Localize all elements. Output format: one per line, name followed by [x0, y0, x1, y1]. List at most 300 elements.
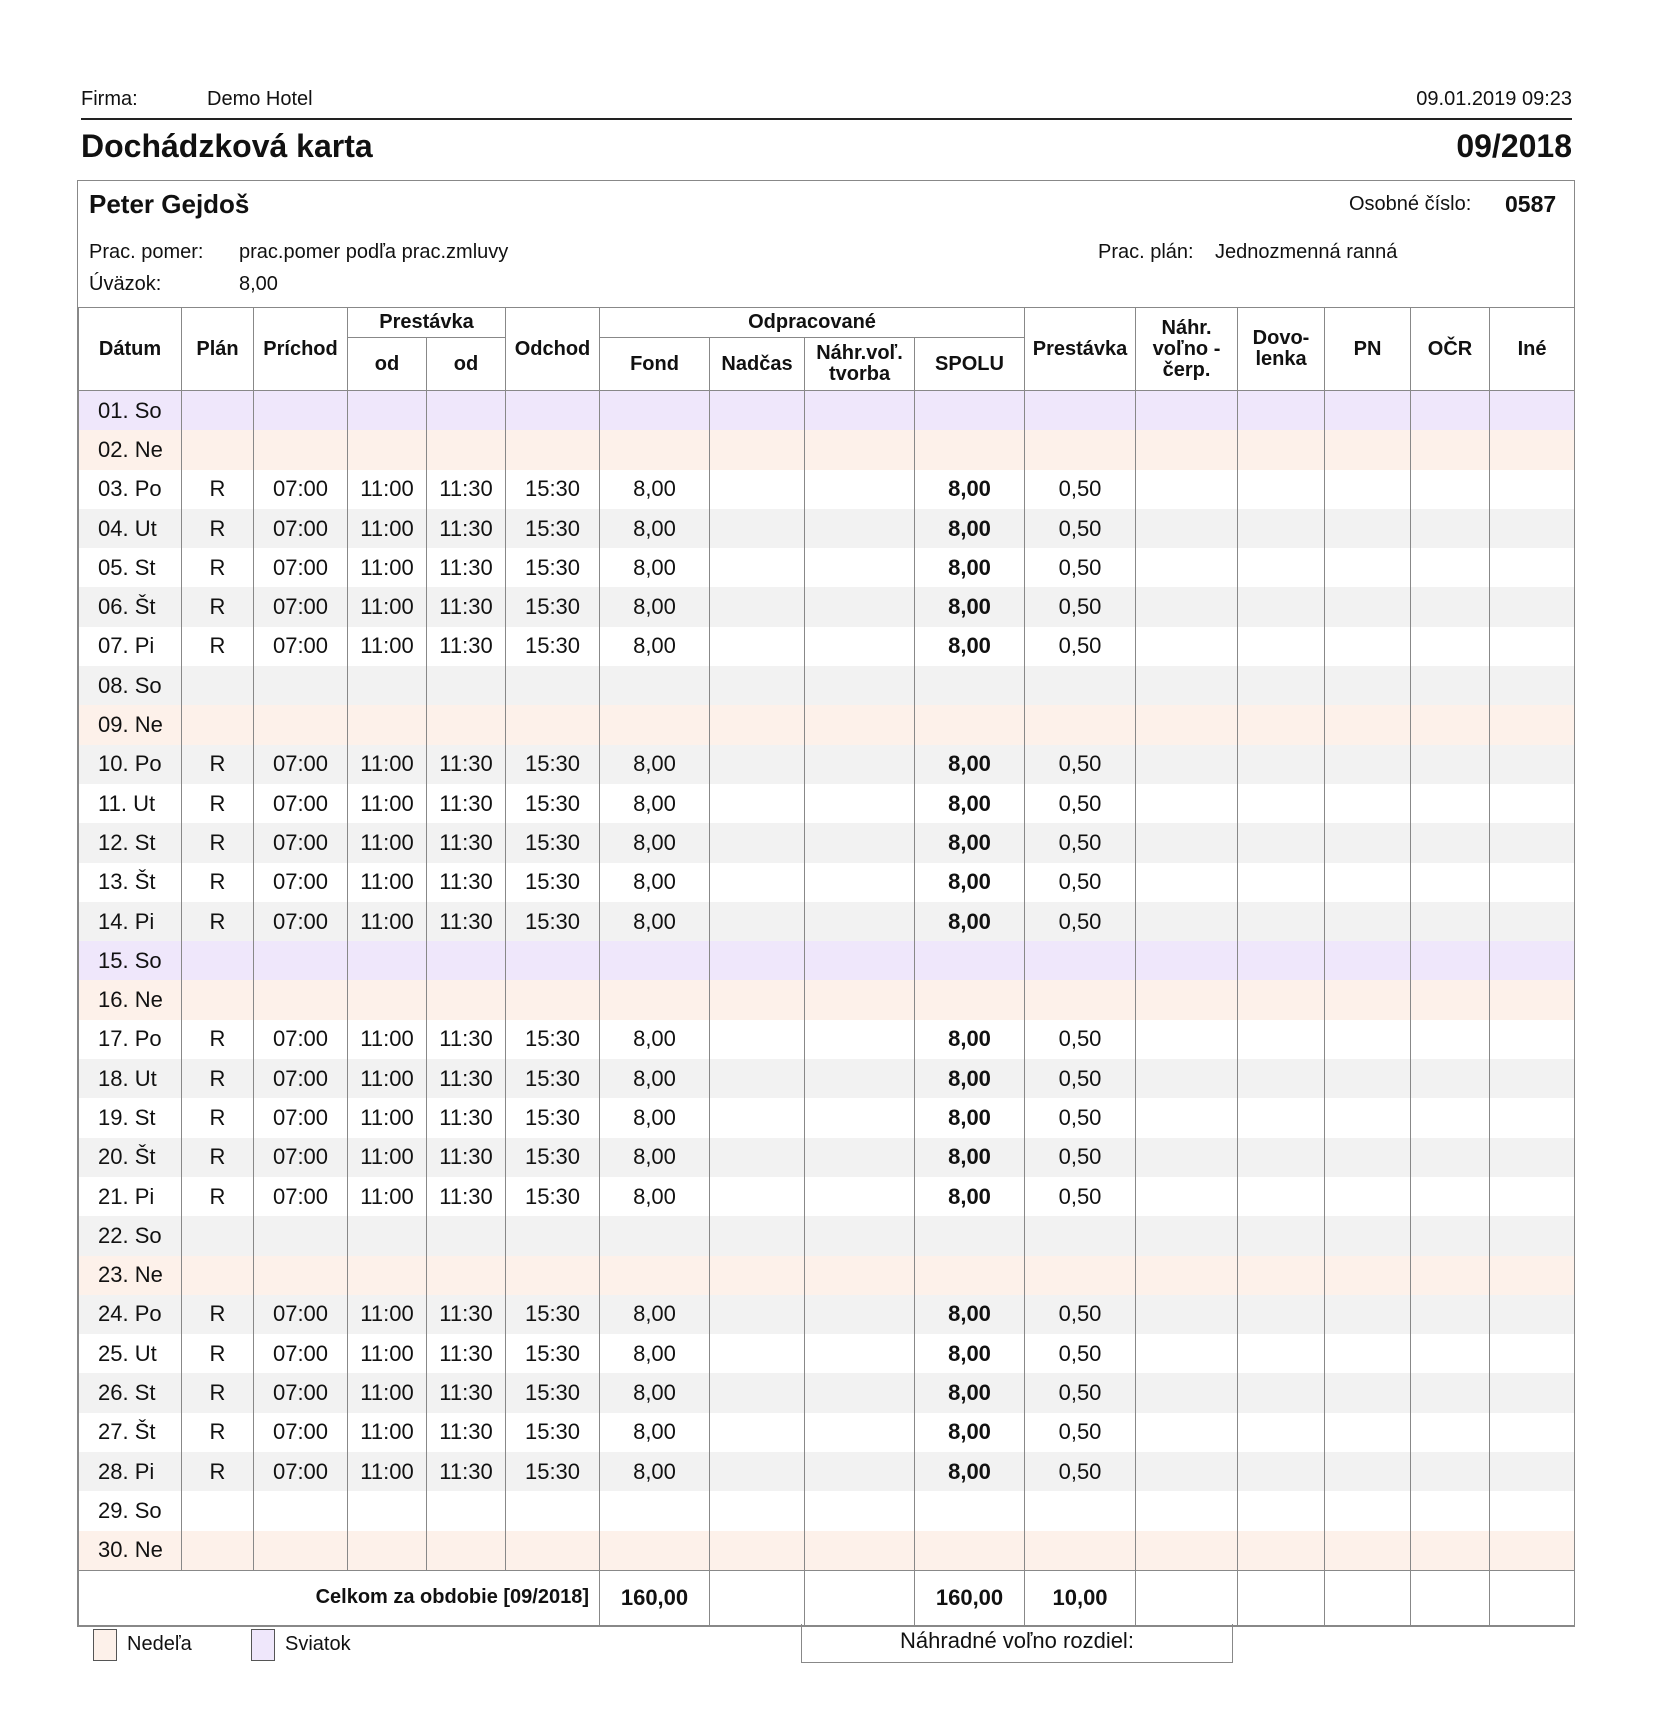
cell-prestavka — [1025, 1216, 1136, 1255]
document-period: 09/2018 — [1456, 128, 1572, 164]
cell-nahr-vol-tvorba — [805, 745, 915, 784]
cell-nahr-vol-tvorba — [805, 863, 915, 902]
cell-prestavka: 0,50 — [1025, 470, 1136, 509]
cell-break-from — [348, 1531, 427, 1571]
cell-nadcas — [710, 1138, 805, 1177]
table-row — [79, 1491, 1575, 1530]
cell-nahr-volno — [1136, 705, 1238, 744]
cell-break-from: 11:00 — [348, 902, 427, 941]
cell-break-to: 11:30 — [427, 470, 506, 509]
cell-nahr-vol-tvorba — [805, 1059, 915, 1098]
col-dovolenka-line2: lenka — [1255, 348, 1307, 370]
cell-date: 16. Ne — [79, 980, 182, 1019]
cell-ocr — [1411, 587, 1490, 626]
cell-plan: R — [182, 863, 254, 902]
col-dovolenka-line1: Dovo- — [1252, 327, 1310, 349]
cell-nahr-vol-tvorba — [805, 627, 915, 666]
cell-prestavka: 0,50 — [1025, 1452, 1136, 1491]
totals-pn — [1325, 1570, 1411, 1625]
cell-spolu: 8,00 — [915, 509, 1025, 548]
table-row — [79, 1531, 1575, 1571]
cell-spolu: 8,00 — [915, 823, 1025, 862]
cell-departure: 15:30 — [506, 1452, 600, 1491]
cell-date: 15. So — [79, 941, 182, 980]
cell-pn — [1325, 1216, 1411, 1255]
cell-departure: 15:30 — [506, 1334, 600, 1373]
cell-break-to — [427, 980, 506, 1019]
cell-nahr-volno — [1136, 745, 1238, 784]
cell-break-to: 11:30 — [427, 863, 506, 902]
cell-ocr — [1411, 1334, 1490, 1373]
cell-ine — [1490, 587, 1575, 626]
cell-fond: 8,00 — [600, 1295, 710, 1334]
cell-pn — [1325, 391, 1411, 431]
cell-break-to: 11:30 — [427, 1098, 506, 1137]
cell-pn — [1325, 1256, 1411, 1295]
cell-prestavka — [1025, 980, 1136, 1019]
cell-nadcas — [710, 902, 805, 941]
cell-spolu — [915, 705, 1025, 744]
col-nahr-volno — [1136, 308, 1238, 391]
cell-prestavka: 0,50 — [1025, 509, 1136, 548]
table-row — [79, 941, 1575, 980]
cell-departure: 15:30 — [506, 823, 600, 862]
cell-break-from — [348, 1216, 427, 1255]
cell-departure: 15:30 — [506, 902, 600, 941]
cell-break-to — [427, 430, 506, 469]
cell-spolu: 8,00 — [915, 863, 1025, 902]
table-body — [79, 391, 1575, 1571]
legend-sunday-swatch — [93, 1629, 117, 1661]
cell-break-from: 11:00 — [348, 1059, 427, 1098]
cell-fond — [600, 391, 710, 431]
cell-break-from: 11:00 — [348, 1334, 427, 1373]
cell-break-to — [427, 1531, 506, 1571]
cell-ine — [1490, 509, 1575, 548]
cell-ine — [1490, 391, 1575, 431]
cell-prestavka — [1025, 391, 1136, 431]
cell-nahr-vol-tvorba — [805, 784, 915, 823]
cell-pn — [1325, 1059, 1411, 1098]
table-row — [79, 1413, 1575, 1452]
cell-arrival: 07:00 — [254, 823, 348, 862]
cell-fond: 8,00 — [600, 1452, 710, 1491]
cell-break-to: 11:30 — [427, 587, 506, 626]
cell-nadcas — [710, 548, 805, 587]
cell-nahr-vol-tvorba — [805, 1138, 915, 1177]
cell-pn — [1325, 1020, 1411, 1059]
cell-dovolenka — [1238, 784, 1325, 823]
cell-nadcas — [710, 1177, 805, 1216]
cell-pn — [1325, 1295, 1411, 1334]
col-pn: PN — [1325, 308, 1411, 391]
cell-date: 03. Po — [79, 470, 182, 509]
cell-date: 21. Pi — [79, 1177, 182, 1216]
workload-label: Úväzok: — [89, 273, 162, 295]
cell-nahr-volno — [1136, 1334, 1238, 1373]
cell-plan — [182, 1531, 254, 1571]
cell-nahr-volno — [1136, 666, 1238, 705]
cell-prestavka — [1025, 705, 1136, 744]
table-row — [79, 1098, 1575, 1137]
cell-break-to: 11:30 — [427, 1373, 506, 1412]
cell-ocr — [1411, 1295, 1490, 1334]
cell-ocr — [1411, 784, 1490, 823]
col-ine: Iné — [1490, 308, 1575, 391]
cell-spolu — [915, 1216, 1025, 1255]
cell-break-to: 11:30 — [427, 1413, 506, 1452]
cell-ocr — [1411, 509, 1490, 548]
cell-ine — [1490, 1491, 1575, 1530]
cell-nahr-vol-tvorba — [805, 1098, 915, 1137]
cell-break-from — [348, 941, 427, 980]
cell-pn — [1325, 1413, 1411, 1452]
cell-departure — [506, 430, 600, 469]
cell-nahr-vol-tvorba — [805, 548, 915, 587]
cell-break-from — [348, 430, 427, 469]
table-row — [79, 548, 1575, 587]
cell-date: 23. Ne — [79, 1256, 182, 1295]
totals-nadcas — [710, 1570, 805, 1625]
cell-date: 09. Ne — [79, 705, 182, 744]
cell-pn — [1325, 1138, 1411, 1177]
cell-departure: 15:30 — [506, 587, 600, 626]
cell-arrival — [254, 430, 348, 469]
cell-nadcas — [710, 1295, 805, 1334]
cell-dovolenka — [1238, 823, 1325, 862]
cell-nahr-volno — [1136, 430, 1238, 469]
cell-date: 13. Št — [79, 863, 182, 902]
cell-departure: 15:30 — [506, 627, 600, 666]
cell-nahr-vol-tvorba — [805, 430, 915, 469]
cell-arrival: 07:00 — [254, 1334, 348, 1373]
cell-date: 19. St — [79, 1098, 182, 1137]
cell-nadcas — [710, 391, 805, 431]
cell-ocr — [1411, 745, 1490, 784]
cell-fond: 8,00 — [600, 1098, 710, 1137]
cell-nadcas — [710, 1413, 805, 1452]
cell-fond: 8,00 — [600, 902, 710, 941]
cell-nadcas — [710, 1373, 805, 1412]
cell-nadcas — [710, 1531, 805, 1571]
attendance-table — [78, 307, 1575, 1626]
cell-break-to: 11:30 — [427, 1452, 506, 1491]
cell-nadcas — [710, 941, 805, 980]
cell-break-from: 11:00 — [348, 784, 427, 823]
cell-spolu: 8,00 — [915, 902, 1025, 941]
cell-dovolenka — [1238, 1098, 1325, 1137]
cell-spolu: 8,00 — [915, 1020, 1025, 1059]
col-nahr-vol-tvorba-line1: Náhr.voľ. — [816, 342, 903, 364]
cell-plan: R — [182, 1098, 254, 1137]
cell-pn — [1325, 1491, 1411, 1530]
cell-nahr-vol-tvorba — [805, 902, 915, 941]
totals-dovolenka — [1238, 1570, 1325, 1625]
cell-ine — [1490, 745, 1575, 784]
cell-fond — [600, 941, 710, 980]
cell-break-to: 11:30 — [427, 745, 506, 784]
cell-dovolenka — [1238, 391, 1325, 431]
cell-arrival: 07:00 — [254, 745, 348, 784]
cell-departure: 15:30 — [506, 745, 600, 784]
cell-break-to: 11:30 — [427, 1138, 506, 1177]
table-row — [79, 823, 1575, 862]
cell-ocr — [1411, 430, 1490, 469]
cell-spolu: 8,00 — [915, 587, 1025, 626]
cell-arrival — [254, 705, 348, 744]
cell-nadcas — [710, 1020, 805, 1059]
cell-prestavka — [1025, 430, 1136, 469]
col-nahr-volno-line3: čerp. — [1162, 358, 1211, 381]
cell-fond: 8,00 — [600, 509, 710, 548]
col-nahr-volno-line1: Náhr. — [1161, 316, 1212, 339]
cell-spolu: 8,00 — [915, 1177, 1025, 1216]
cell-nahr-volno — [1136, 1020, 1238, 1059]
cell-fond: 8,00 — [600, 745, 710, 784]
cell-spolu: 8,00 — [915, 1098, 1025, 1137]
cell-pn — [1325, 548, 1411, 587]
table-row — [79, 430, 1575, 469]
cell-nadcas — [710, 470, 805, 509]
table-row — [79, 587, 1575, 626]
cell-fond: 8,00 — [600, 470, 710, 509]
cell-break-from: 11:00 — [348, 587, 427, 626]
cell-break-to: 11:30 — [427, 902, 506, 941]
cell-prestavka — [1025, 666, 1136, 705]
cell-prestavka: 0,50 — [1025, 784, 1136, 823]
cell-nahr-volno — [1136, 509, 1238, 548]
cell-fond: 8,00 — [600, 1373, 710, 1412]
cell-departure: 15:30 — [506, 1177, 600, 1216]
cell-date: 20. Št — [79, 1138, 182, 1177]
cell-break-from: 11:00 — [348, 745, 427, 784]
cell-ine — [1490, 1413, 1575, 1452]
cell-departure: 15:30 — [506, 548, 600, 587]
cell-arrival: 07:00 — [254, 784, 348, 823]
cell-plan — [182, 1256, 254, 1295]
cell-pn — [1325, 587, 1411, 626]
cell-nahr-vol-tvorba — [805, 1452, 915, 1491]
cell-dovolenka — [1238, 1452, 1325, 1491]
cell-break-from: 11:00 — [348, 1373, 427, 1412]
cell-ocr — [1411, 1452, 1490, 1491]
cell-nahr-vol-tvorba — [805, 1531, 915, 1571]
cell-prestavka — [1025, 941, 1136, 980]
cell-arrival: 07:00 — [254, 1138, 348, 1177]
cell-departure: 15:30 — [506, 1098, 600, 1137]
cell-break-to: 11:30 — [427, 548, 506, 587]
cell-pn — [1325, 1373, 1411, 1412]
cell-plan: R — [182, 1413, 254, 1452]
cell-arrival — [254, 391, 348, 431]
cell-ocr — [1411, 1413, 1490, 1452]
cell-plan: R — [182, 1020, 254, 1059]
cell-nadcas — [710, 509, 805, 548]
cell-nahr-volno — [1136, 587, 1238, 626]
cell-prestavka: 0,50 — [1025, 1373, 1136, 1412]
table-row — [79, 784, 1575, 823]
cell-spolu: 8,00 — [915, 1295, 1025, 1334]
col-dovolenka — [1238, 308, 1325, 391]
cell-ocr — [1411, 823, 1490, 862]
cell-plan: R — [182, 1373, 254, 1412]
cell-nahr-vol-tvorba — [805, 1413, 915, 1452]
cell-dovolenka — [1238, 548, 1325, 587]
cell-fond — [600, 705, 710, 744]
cell-pn — [1325, 745, 1411, 784]
cell-dovolenka — [1238, 1138, 1325, 1177]
cell-plan — [182, 666, 254, 705]
cell-break-from — [348, 705, 427, 744]
cell-arrival: 07:00 — [254, 587, 348, 626]
work-plan-label: Prac. plán: — [1098, 241, 1194, 263]
table-footer — [79, 1570, 1575, 1625]
employment-value: prac.pomer podľa prac.zmluvy — [239, 241, 509, 263]
cell-dovolenka — [1238, 509, 1325, 548]
cell-date: 26. St — [79, 1373, 182, 1412]
cell-nahr-volno — [1136, 1452, 1238, 1491]
col-prichod: Príchod — [254, 308, 348, 391]
cell-prestavka: 0,50 — [1025, 745, 1136, 784]
cell-pn — [1325, 784, 1411, 823]
cell-spolu: 8,00 — [915, 1373, 1025, 1412]
cell-plan — [182, 705, 254, 744]
cell-ocr — [1411, 902, 1490, 941]
cell-nadcas — [710, 863, 805, 902]
table-row — [79, 705, 1575, 744]
cell-ine — [1490, 1216, 1575, 1255]
col-prestavka-od2: od — [427, 338, 506, 391]
cell-departure — [506, 1531, 600, 1571]
cell-spolu: 8,00 — [915, 745, 1025, 784]
cell-ine — [1490, 1059, 1575, 1098]
personal-number: 0587 — [1505, 191, 1557, 217]
cell-nadcas — [710, 1491, 805, 1530]
firma-label: Firma: — [81, 88, 138, 110]
cell-nahr-vol-tvorba — [805, 1256, 915, 1295]
cell-dovolenka — [1238, 1413, 1325, 1452]
cell-date: 24. Po — [79, 1295, 182, 1334]
cell-date: 18. Ut — [79, 1059, 182, 1098]
legend-holiday-swatch — [251, 1629, 275, 1661]
cell-pn — [1325, 705, 1411, 744]
table-row — [79, 1256, 1575, 1295]
cell-fond — [600, 430, 710, 469]
cell-plan — [182, 1491, 254, 1530]
cell-pn — [1325, 509, 1411, 548]
cell-pn — [1325, 666, 1411, 705]
cell-date: 25. Ut — [79, 1334, 182, 1373]
cell-nahr-vol-tvorba — [805, 823, 915, 862]
cell-prestavka: 0,50 — [1025, 1098, 1136, 1137]
cell-spolu — [915, 430, 1025, 469]
cell-spolu — [915, 941, 1025, 980]
cell-break-to — [427, 391, 506, 431]
cell-prestavka: 0,50 — [1025, 1413, 1136, 1452]
col-spolu: SPOLU — [915, 338, 1025, 391]
cell-dovolenka — [1238, 705, 1325, 744]
cell-dovolenka — [1238, 627, 1325, 666]
col-nadcas: Nadčas — [710, 338, 805, 391]
cell-plan: R — [182, 1138, 254, 1177]
col-odchod: Odchod — [506, 308, 600, 391]
cell-date: 10. Po — [79, 745, 182, 784]
cell-departure: 15:30 — [506, 1138, 600, 1177]
table-row — [79, 902, 1575, 941]
cell-prestavka: 0,50 — [1025, 1138, 1136, 1177]
cell-arrival: 07:00 — [254, 1295, 348, 1334]
cell-nadcas — [710, 1216, 805, 1255]
cell-nahr-vol-tvorba — [805, 941, 915, 980]
cell-fond — [600, 666, 710, 705]
cell-break-from: 11:00 — [348, 1098, 427, 1137]
cell-dovolenka — [1238, 863, 1325, 902]
cell-plan: R — [182, 627, 254, 666]
cell-nadcas — [710, 1452, 805, 1491]
cell-plan — [182, 1216, 254, 1255]
cell-break-to: 11:30 — [427, 1295, 506, 1334]
cell-arrival — [254, 1531, 348, 1571]
cell-nahr-vol-tvorba — [805, 1295, 915, 1334]
cell-nadcas — [710, 1334, 805, 1373]
cell-prestavka: 0,50 — [1025, 1334, 1136, 1373]
table-row — [79, 745, 1575, 784]
cell-prestavka: 0,50 — [1025, 863, 1136, 902]
cell-dovolenka — [1238, 1256, 1325, 1295]
cell-dovolenka — [1238, 1059, 1325, 1098]
cell-spolu — [915, 1531, 1025, 1571]
cell-departure — [506, 391, 600, 431]
cell-nahr-vol-tvorba — [805, 1020, 915, 1059]
print-timestamp: 09.01.2019 09:23 — [1416, 88, 1572, 110]
cell-break-from: 11:00 — [348, 1177, 427, 1216]
legend-holiday-label: Sviatok — [285, 1633, 351, 1655]
cell-ine — [1490, 902, 1575, 941]
cell-spolu: 8,00 — [915, 1138, 1025, 1177]
cell-dovolenka — [1238, 980, 1325, 1019]
cell-date: 06. Št — [79, 587, 182, 626]
cell-arrival — [254, 1216, 348, 1255]
cell-fond: 8,00 — [600, 863, 710, 902]
cell-date: 04. Ut — [79, 509, 182, 548]
cell-nadcas — [710, 823, 805, 862]
cell-break-to — [427, 1256, 506, 1295]
cell-ine — [1490, 980, 1575, 1019]
cell-spolu: 8,00 — [915, 548, 1025, 587]
cell-fond: 8,00 — [600, 1059, 710, 1098]
cell-dovolenka — [1238, 902, 1325, 941]
cell-dovolenka — [1238, 1177, 1325, 1216]
cell-date: 14. Pi — [79, 902, 182, 941]
workload-value: 8,00 — [239, 273, 278, 295]
totals-nahr-vol-tvorba — [805, 1570, 915, 1625]
table-row — [79, 980, 1575, 1019]
cell-fond — [600, 1491, 710, 1530]
cell-ine — [1490, 1177, 1575, 1216]
cell-break-from: 11:00 — [348, 1138, 427, 1177]
cell-nahr-volno — [1136, 863, 1238, 902]
cell-ine — [1490, 1256, 1575, 1295]
cell-prestavka: 0,50 — [1025, 627, 1136, 666]
cell-nahr-vol-tvorba — [805, 509, 915, 548]
cell-departure: 15:30 — [506, 863, 600, 902]
cell-dovolenka — [1238, 587, 1325, 626]
cell-break-to: 11:30 — [427, 1020, 506, 1059]
cell-nahr-volno — [1136, 470, 1238, 509]
cell-prestavka — [1025, 1531, 1136, 1571]
cell-break-from — [348, 1256, 427, 1295]
cell-arrival — [254, 666, 348, 705]
